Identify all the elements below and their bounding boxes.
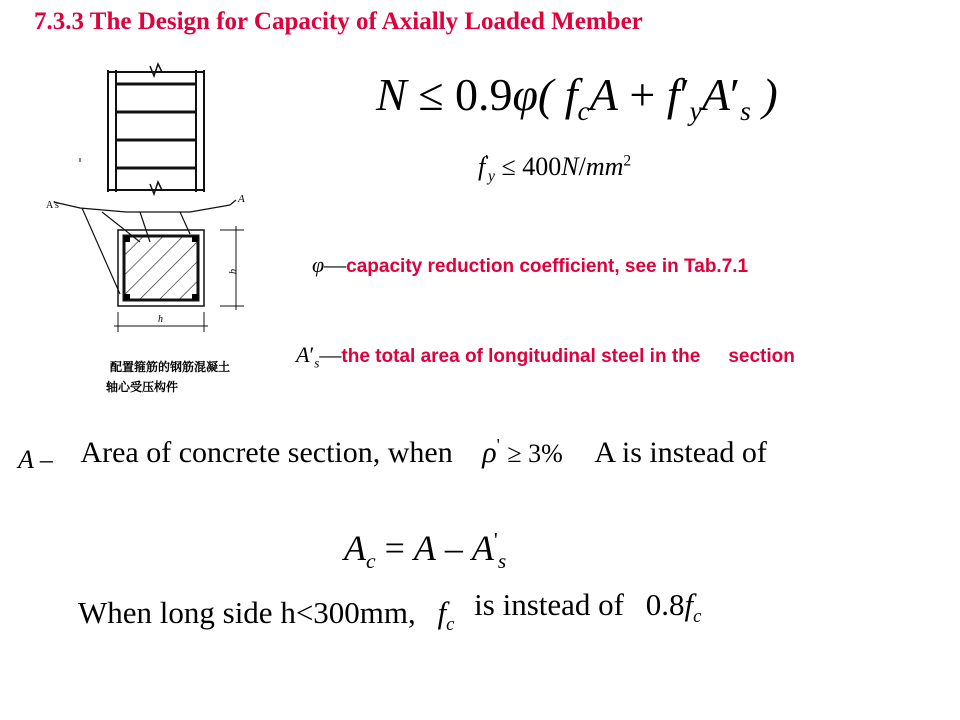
figure-caption-line1: 配置箍筋的钢筋混凝土 xyxy=(110,360,231,374)
short-side-condition-line: When long side h<300mm, $f_c$ is instead of $0.8f_c$ xyxy=(78,587,702,636)
column-figure xyxy=(40,62,280,402)
figure-caption-line2: 轴心受压构件 xyxy=(106,380,179,394)
phi-definition: φ—capacity reduction coefficient, see in Tab.7.1 xyxy=(312,252,749,277)
as-definition: $A'_s—the$ total area of longitudinal steel in the section xyxy=(296,342,795,371)
column-elevation xyxy=(108,64,204,194)
page-title: 7.3.3 The Design for Capacity of Axially Loaded Member xyxy=(34,8,643,35)
main-capacity-equation: N ≤ 0.9φ( $f_cA + f'_yA'_s$ ) xyxy=(376,69,778,127)
fy-limit-equation: $f'_y \le 400N/mm^2$ xyxy=(478,152,632,186)
label-b: b xyxy=(228,269,239,274)
cross-section xyxy=(118,230,204,306)
label-A: A xyxy=(238,193,245,205)
label-h: h xyxy=(158,314,163,325)
label-As: A's xyxy=(46,200,59,211)
ac-equation: $A_c = A - A'_s$ xyxy=(344,528,507,574)
area-definition-line: A – Area of concrete section, when ρ' ≥ 3% A is instead of xyxy=(18,435,767,474)
